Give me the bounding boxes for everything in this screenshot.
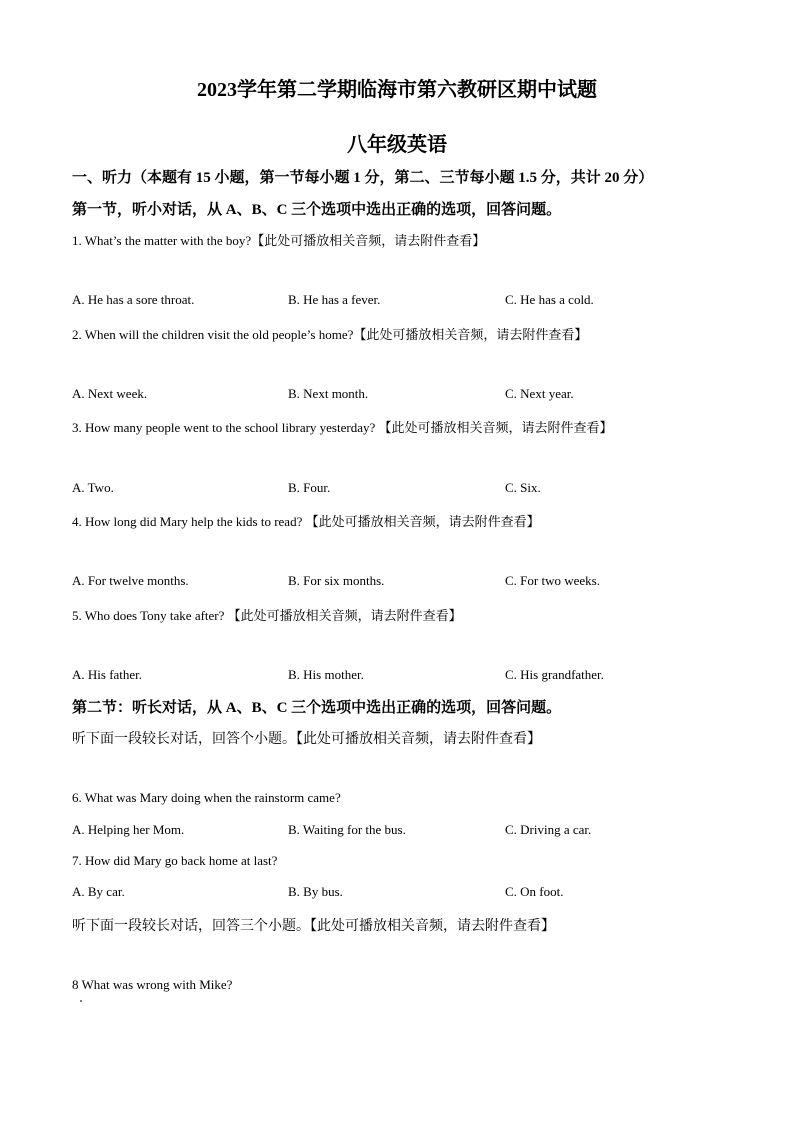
question-3: 3. How many people went to the school library yesterday? 【此处可播放相关音频，请去附件查看】 — [72, 420, 613, 435]
question-4-option-b: B. For six months. — [288, 573, 385, 588]
question-5: 5. Who does Tony take after? 【此处可播放相关音频，请去附件查看】 — [72, 608, 462, 623]
question-6-option-b: B. Waiting for the bus. — [288, 822, 406, 837]
question-6: 6. What was Mary doing when the rainstorm came? — [72, 790, 341, 805]
part2-heading: 第二节：听长对话，从 A、B、C 三个选项中选出正确的选项，回答问题。 — [72, 700, 562, 716]
part1-heading: 第一节，听小对话，从 A、B、C 三个选项中选出正确的选项，回答问题。 — [72, 202, 562, 218]
question-8: 8 What was wrong with Mike? — [72, 977, 233, 992]
question-1-option-b: B. He has a fever. — [288, 292, 381, 307]
question-5-option-b: B. His mother. — [288, 667, 364, 682]
question-1-option-a: A. He has a sore throat. — [72, 292, 195, 307]
question-3-option-c: C. Six. — [505, 480, 541, 495]
question-1: 1. What’s the matter with the boy?【此处可播放相关音频，请去附件查看】 — [72, 233, 486, 248]
question-4-option-c: C. For two weeks. — [505, 573, 600, 588]
section-heading: 一、听力（本题有 15 小题，第一节每小题 1 分，第二、三节每小题 1.5 分，共计 20 分） — [72, 170, 654, 186]
dialog1-intro: 听下面一段较长对话，回答个小题。【此处可播放相关音频，请去附件查看】 — [72, 732, 541, 747]
question-2-option-c: C. Next year. — [505, 386, 574, 401]
question-7-option-c: C. On foot. — [505, 884, 564, 899]
question-6-option-c: C. Driving a car. — [505, 822, 592, 837]
question-3-option-a: A. Two. — [72, 480, 114, 495]
question-6-option-a: A. Helping her Mom. — [72, 822, 185, 837]
question-2-option-b: B. Next month. — [288, 386, 369, 401]
document-subtitle: 八年级英语 — [347, 134, 447, 156]
question-2-option-a: A. Next week. — [72, 386, 148, 401]
question-7: 7. How did Mary go back home at last? — [72, 853, 278, 868]
question-1-option-c: C. He has a cold. — [505, 292, 594, 307]
dialog2-intro: 听下面一段较长对话，回答三个小题。【此处可播放相关音频，请去附件查看】 — [72, 919, 555, 934]
question-4-option-a: A. For twelve months. — [72, 573, 189, 588]
stray-dot — [80, 1000, 82, 1002]
document-title: 2023学年第二学期临海市第六教研区期中试题 — [197, 79, 597, 101]
question-2: 2. When will the children visit the old people’s home?【此处可播放相关音频，请去附件查看】 — [72, 327, 588, 342]
question-3-option-b: B. Four. — [288, 480, 331, 495]
question-7-option-b: B. By bus. — [288, 884, 343, 899]
question-5-option-c: C. His grandfather. — [505, 667, 604, 682]
question-4: 4. How long did Mary help the kids to read? 【此处可播放相关音频，请去附件查看】 — [72, 514, 540, 529]
question-5-option-a: A. His father. — [72, 667, 143, 682]
question-7-option-a: A. By car. — [72, 884, 125, 899]
